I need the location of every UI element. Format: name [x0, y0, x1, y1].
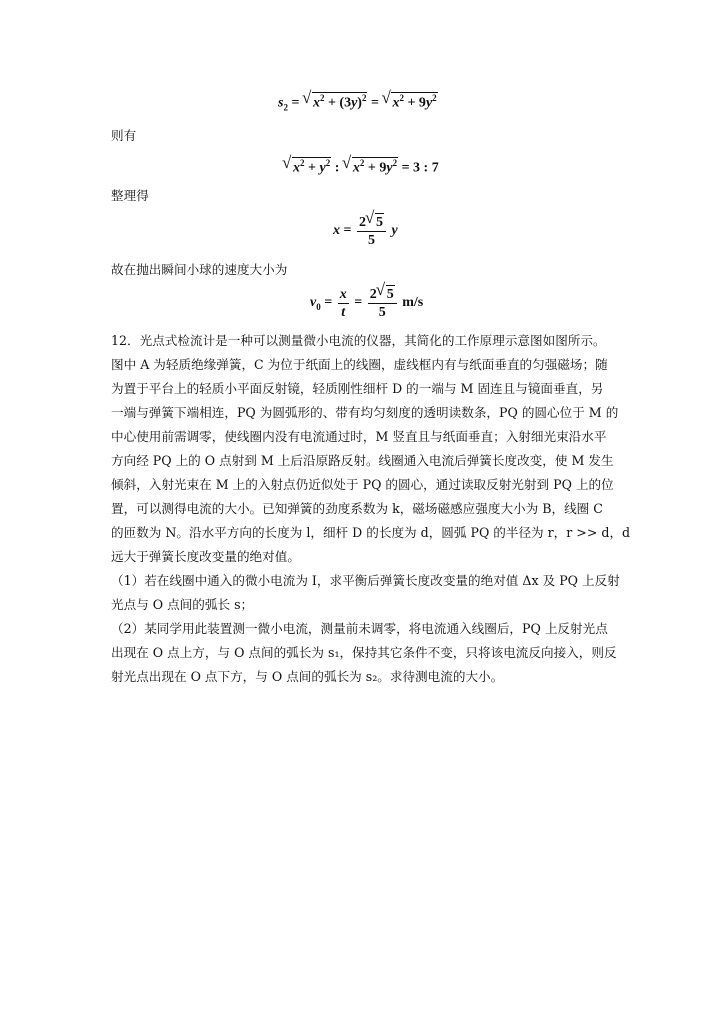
problem-line-11: （1）若在线圈中通入的微小电流为 I，求平衡后弹簧长度改变量的绝对值 Δx 及 PQ 上反射: [111, 573, 620, 588]
problem-line-10: 远大于弹簧长度改变量的绝对值。: [111, 549, 300, 564]
equation-s2: $s_2$ = √ $x^2 + (3y)^2$ = √ $x^2 + 9y^2$: [278, 88, 437, 113]
problem-line-6: 方向经 PQ 上的 O 点射到 M 上后沿原路反射。线圈通入电流后弹簧长度改变，使 M 发生: [111, 453, 614, 468]
equation-x: x = 2 √ 5 5 y: [333, 208, 398, 248]
problem-line-7: 倾斜，入射光束在 M 上的入射点仍近似处于 PQ 的圆心，通过读取反射光射到 PQ 上的位: [111, 477, 614, 492]
problem-line-1: 12．光点式检流计是一种可以测量微小电流的仪器，其简化的工作原理示意图如图所示。: [111, 333, 606, 348]
text-then-have: 则有: [111, 128, 137, 143]
problem-line-3: 为置于平台上的轻质小平面反射镜，轻质刚性细杆 D 的一端与 M 固连且与镜面垂直，另: [111, 381, 604, 396]
problem-line-13: （2）某同学用此装置测一微小电流，测量前未调零，将电流通入线圈后，PQ 上反射光点: [111, 621, 608, 636]
equation-v0: $v_0$ = $\frac{x}{t}$ = 2 √ 5 5 m/s: [310, 280, 424, 320]
problem-line-4: 一端与弹簧下端相连，PQ 为圆弧形的、带有均匀刻度的透明读数条，PQ 的圆心位于 M 的: [111, 405, 619, 420]
problem-line-5: 中心使用前需调零，使线圈内没有电流通过时，M 竖直且与纸面垂直；入射细光束沿水平: [111, 429, 607, 444]
text-conclude: 故在抛出瞬间小球的速度大小为: [111, 262, 288, 277]
problem-line-8: 置，可以测得电流的大小。已知弹簧的劲度系数为 k，磁场磁感应强度大小为 B，线圈 C: [111, 501, 603, 516]
problem-line-15: 射光点出现在 O 点下方，与 O 点间的弧长为 s₂。求待测电流的大小。: [111, 669, 504, 684]
equation-ratio: √ $x^2 + y^2$ : √ $x^2 + 9y^2 = 3$ : 7: [282, 153, 439, 176]
problem-line-12: 光点与 O 点间的弧长 s；: [111, 597, 254, 612]
text-simplify: 整理得: [111, 188, 149, 203]
problem-line-9: 的匝数为 N。沿水平方向的长度为 l，细杆 D 的长度为 d，圆弧 PQ 的半径为 r，r >> d，d: [111, 525, 631, 540]
problem-line-2: 图中 A 为轻质绝缘弹簧，C 为位于纸面上的线圈，虚线框内有与纸面垂直的匀强磁场；随: [111, 357, 608, 372]
problem-line-14: 出现在 O 点上方，与 O 点间的弧长为 s₁，保持其它条件不变，只将该电流反向接入，则反: [111, 645, 617, 660]
